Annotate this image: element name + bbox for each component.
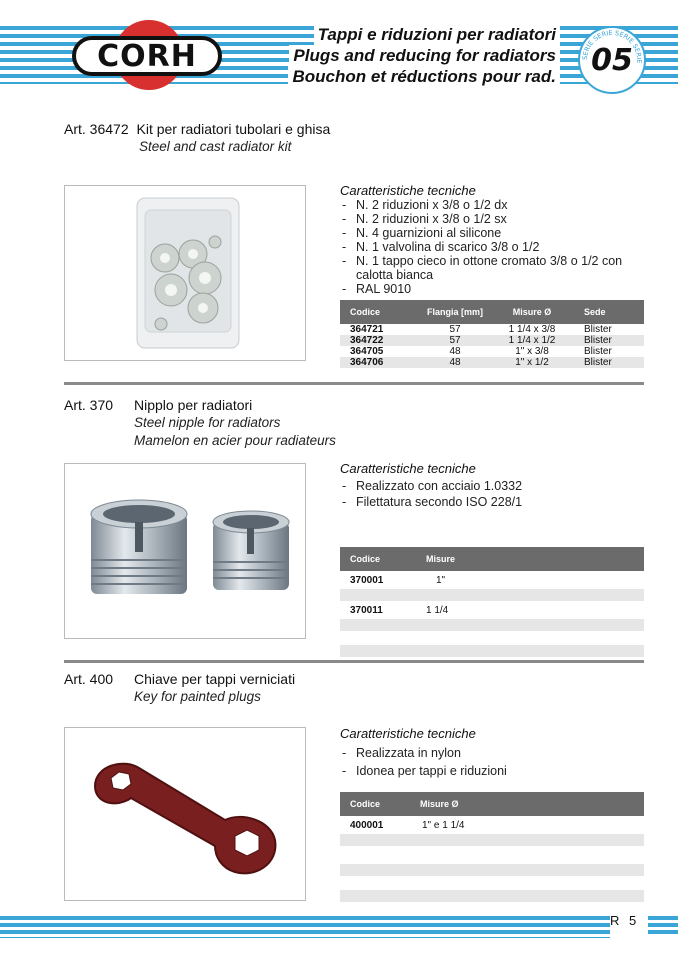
spec-item: - N. 4 guarnizioni al silicone <box>340 226 640 240</box>
product-photo-nipple <box>64 463 306 639</box>
art-name: Nipplo per radiatori <box>134 397 253 413</box>
section-2-title <box>64 396 252 414</box>
table-header-row <box>340 547 644 571</box>
cell-seat: Blister <box>574 335 644 346</box>
series-ring-text: SERIE SERIE SERIE SERIE <box>580 28 644 64</box>
art-number: Art. 400 <box>64 671 114 687</box>
product-table-kit <box>340 300 644 368</box>
cell-seat: Blister <box>574 357 644 368</box>
spec-item: - N. 2 riduzioni x 3/8 o 1/2 dx <box>340 198 640 212</box>
table-row <box>340 601 644 619</box>
logo-pill <box>72 36 222 76</box>
art-number: Art. 36472 <box>64 121 129 137</box>
table-row-empty <box>340 589 644 601</box>
table-row-empty <box>340 876 644 890</box>
section-2-subtitle-fr: Mamelon en acier pour radiateurs <box>134 433 336 448</box>
cell-code: 400001 <box>350 819 384 831</box>
cell-size: 1" x 1/2 <box>490 357 574 368</box>
art-number: Art. 370 <box>64 397 114 413</box>
plug-key-image <box>65 728 305 900</box>
cell-size: 1" e 1 1/4 <box>422 819 465 831</box>
table-row-empty <box>340 619 644 631</box>
cell-size: 1 1/4 x 3/8 <box>508 324 556 335</box>
table-row <box>340 816 644 834</box>
product-table-key <box>340 792 644 902</box>
cell-seat: Blister <box>584 346 612 357</box>
col-code: Codice <box>340 547 416 571</box>
table-header-row <box>340 300 644 324</box>
col-seat: Sede <box>574 300 644 324</box>
cell-code: 364705 <box>350 346 384 357</box>
cell-flange: 48 <box>449 346 461 357</box>
art-name: Kit per radiatori tubolari e ghisa <box>136 121 331 137</box>
cell-flange: 57 <box>420 335 490 346</box>
cell-flange: 57 <box>449 324 461 335</box>
spec-item: - N. 2 riduzioni x 3/8 o 1/2 sx <box>340 212 640 226</box>
table-row <box>340 571 644 589</box>
product-photo-key <box>64 727 306 901</box>
title-english: Plugs and reducing for radiators <box>289 45 560 66</box>
spec-item: - Realizzato con acciaio 1.0332 <box>340 478 640 494</box>
table-row-empty <box>340 834 644 846</box>
cell-size: 1 1/4 x 1/2 <box>490 335 574 346</box>
section-1-subtitle-en: Steel and cast radiator kit <box>139 139 292 154</box>
col-size: Misure Ø <box>410 792 644 816</box>
product-photo-kit <box>64 185 306 361</box>
spec-item: - Realizzata in nylon <box>340 744 640 762</box>
cell-code: 364722 <box>340 335 420 346</box>
cell-code: 364706 <box>340 357 420 368</box>
cell-code: 364721 <box>350 324 384 335</box>
col-size: Misure <box>416 547 644 571</box>
table-row-empty <box>340 846 644 864</box>
specs-list <box>340 478 640 510</box>
table-row <box>340 335 644 346</box>
col-flange: Flangia [mm] <box>420 300 490 324</box>
section-3-subtitle-en: Key for painted plugs <box>134 689 261 704</box>
spec-item: - N. 1 valvolina di scarico 3/8 o 1/2 <box>340 240 640 254</box>
title-french: Bouchon et réductions pour rad. <box>288 66 560 87</box>
specs-list <box>340 198 640 296</box>
cell-code: 370001 <box>350 574 384 586</box>
cell-size: 1 1/4 <box>426 604 449 616</box>
page-number: R 5 <box>610 913 640 928</box>
section-divider <box>64 382 644 385</box>
table-row-empty <box>340 864 644 876</box>
specs-heading: Caratteristiche tecniche <box>340 726 476 741</box>
specs-heading: Caratteristiche tecniche <box>340 183 476 198</box>
spec-item: - RAL 9010 <box>340 282 640 296</box>
product-table-nipple <box>340 547 644 657</box>
section-2-subtitle-en: Steel nipple for radiators <box>134 415 281 430</box>
page-header <box>0 0 678 110</box>
table-header-row <box>340 792 644 816</box>
table-row-empty <box>340 890 644 902</box>
cell-flange: 48 <box>420 357 490 368</box>
section-3-title <box>64 670 295 688</box>
cell-seat: Blister <box>584 324 612 335</box>
spec-item: - Idonea per tappi e riduzioni <box>340 762 640 780</box>
cell-code: 370011 <box>350 604 383 616</box>
section-1-title <box>64 120 330 138</box>
brand-logo <box>72 20 222 90</box>
col-size: Misure Ø <box>490 300 574 324</box>
table-row-empty <box>340 631 644 645</box>
col-code: Codice <box>340 300 420 324</box>
table-row <box>340 324 644 335</box>
title-italian: Tappi e riduzioni per radiatori <box>314 24 560 45</box>
spec-item: - N. 1 tappo cieco in ottone cromato 3/8 o 1/2 con calotta bianca <box>340 254 640 282</box>
steel-nipple-image <box>65 464 305 638</box>
table-row <box>340 346 644 357</box>
cell-size: 1" x 3/8 <box>515 346 549 357</box>
col-code: Codice <box>340 792 410 816</box>
table-row <box>340 357 644 368</box>
spec-item: - Filettatura secondo ISO 228/1 <box>340 494 640 510</box>
art-name: Chiave per tappi verniciati <box>134 671 296 687</box>
footer-stripes-right <box>648 916 678 936</box>
radiator-kit-image <box>65 186 305 360</box>
table-row-empty <box>340 645 644 657</box>
series-badge <box>578 26 646 94</box>
specs-heading: Caratteristiche tecniche <box>340 461 476 476</box>
header-titles <box>240 24 560 87</box>
footer-stripes <box>0 916 610 938</box>
specs-list <box>340 744 640 780</box>
series-number: 05 <box>591 42 633 78</box>
cell-size: 1" <box>436 574 446 586</box>
section-divider <box>64 660 644 663</box>
brand-name: CORH <box>97 38 197 74</box>
